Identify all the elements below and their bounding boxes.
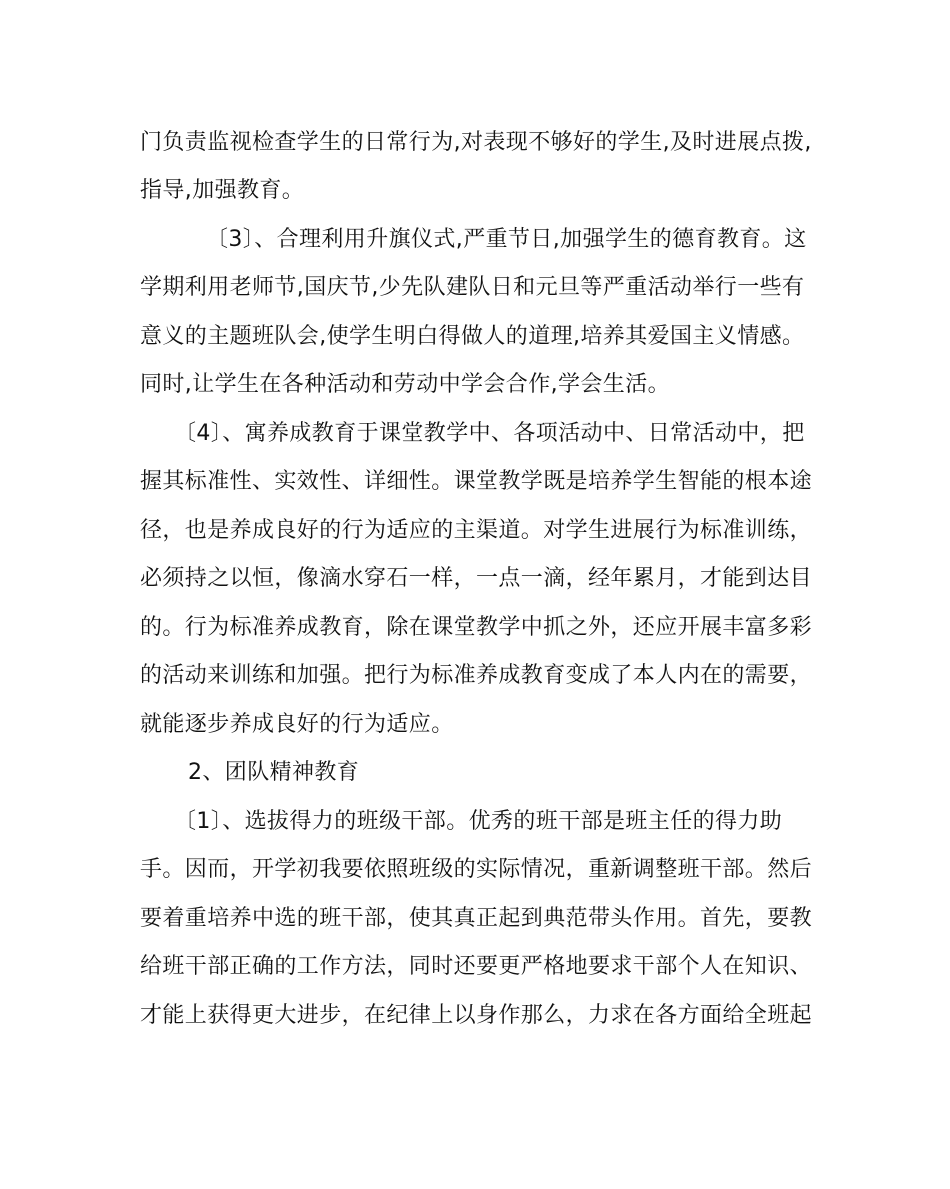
text-line: 给班干部正确的工作方法，同时还要更严格地要求干部个人在知识、	[140, 954, 813, 979]
text-line: 意义的主题班队会,使学生明白得做人的道理,培养其爱国主义情感。	[140, 324, 805, 349]
text-line: 同时,让学生在各种活动和劳动中学会合作,学会生活。	[140, 372, 670, 397]
text-line: 才能上获得更大进步，在纪律上以身作那么，力求在各方面给全班起	[140, 1003, 813, 1028]
text-line: 门负责监视检查学生的日常行为,对表现不够好的学生,及时进展点拨,	[140, 130, 812, 155]
text-line: 指导,加强教育。	[140, 178, 305, 203]
section-heading: 2、团队精神教育	[188, 760, 360, 785]
text-line: 要着重培养中选的班干部，使其真正起到典范带头作用。首先，要教	[140, 906, 813, 931]
text-line: 握其标准性、实效性、详细性。课堂教学既是培养学生智能的根本途	[140, 469, 813, 494]
text-line: 就能逐步养成良好的行为适应。	[140, 712, 454, 737]
text-line: 〔3〕、合理利用升旗仪式,严重节日,加强学生的德育教育。这	[206, 227, 807, 252]
text-line: 学期利用老师节,国庆节,少先队建队日和元旦等严重活动举行一些有	[140, 275, 805, 300]
text-line: 径，也是养成良好的行为适应的主渠道。对学生进展行为标准训练，	[140, 518, 813, 543]
text-line: 〔4〕、寓养成教育于课堂教学中、各项活动中、日常活动中，把	[174, 421, 805, 446]
text-line: 的活动来训练和加强。把行为标准养成教育变成了本人内在的需要，	[140, 663, 813, 688]
text-line: 手。因而，开学初我要依照班级的实际情况，重新调整班干部。然后	[140, 857, 813, 882]
text-line: 〔1〕、选拔得力的班级干部。优秀的班干部是班主任的得力助	[174, 809, 783, 834]
text-line: 的。行为标准养成教育，除在课堂教学中抓之外，还应开展丰富多彩	[140, 615, 813, 640]
text-line: 必须持之以恒，像滴水穿石一样，一点一滴，经年累月，才能到达目	[140, 566, 813, 591]
